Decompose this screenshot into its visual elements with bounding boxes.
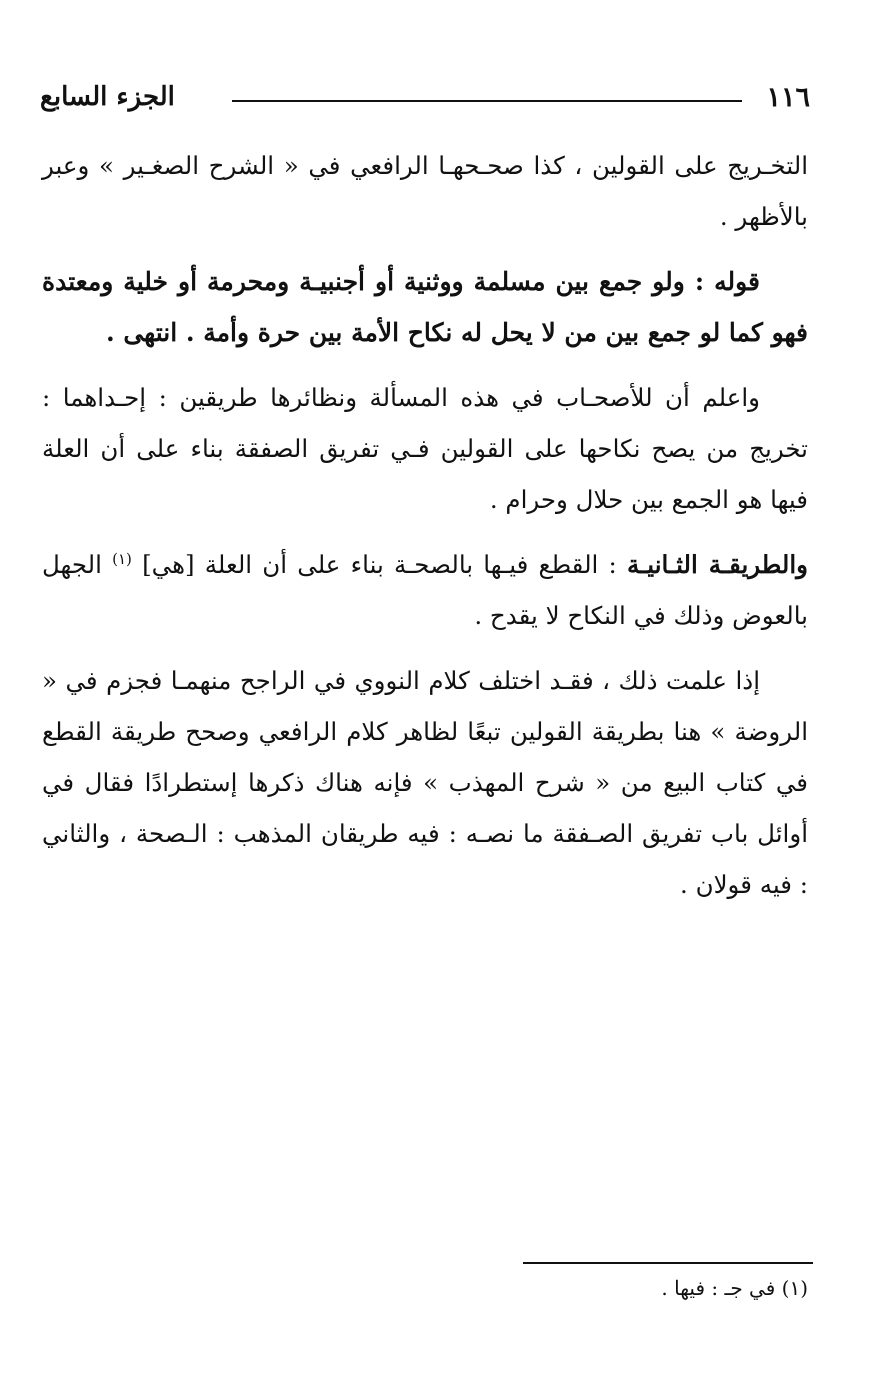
paragraph-4-tail: الجهل بالعوض وذلك في النكاح لا يقدح . (42, 550, 808, 630)
paragraph-2-quote: قوله : ولو جمع بين مسلمة ووثنية أو أجنبيـة ومحرمة أو خلية ومعتدة فهو كما لو جمع بين من لا يحل له نكاح الأمة بين حرة وأمة . انتهى . (42, 267, 808, 347)
footnote-marker: (١) (112, 549, 132, 568)
section-title: الجزء السابع (40, 82, 175, 112)
main-text (42, 140, 808, 924)
paragraph-1: التخـريج على القولين ، كذا صحـحهـا الرافعي في « الشرح الصغـير » وعبر بالأظهر . (42, 151, 808, 231)
footnote: (١) في جـ : فيها . (661, 1276, 808, 1300)
page-header (40, 80, 810, 120)
page-number: ١١٦ (766, 82, 810, 113)
paragraph-4 (42, 539, 808, 641)
paragraph-5: إذا علمت ذلك ، فقـد اختلف كلام النووي في الراجح منهمـا فجزم في « الروضة » هنا بطريقة القولين تبعًا لظاهر كلام الرافعي وصحح طريقة القطع في كتاب البيع من « شرح المهذب » فإنه هناك ذكرها إستطرادًا فقال في أوائل باب تفريق الصـفقة ما نصـه : فيه طريقان المذهب : الـصحة ، والثاني : فيه قولان . (42, 666, 808, 899)
paragraph-3: واعلم أن للأصحـاب في هذه المسألة ونظائرها طريقين : إحـداهما : تخريج من يصح نكاحها على القولين فـي تفريق الصفقة بناء على أن العلة فيها هو الجمع بين حلال وحرام . (42, 383, 808, 514)
paragraph-4-lead: والطريقـة الثـانيـة (626, 550, 808, 579)
footnote-separator (523, 1262, 813, 1264)
header-rule (232, 100, 742, 102)
paragraph-4-text: : القطع فيـها بالصحـة بناء على أن العلة [هي] (142, 550, 627, 579)
